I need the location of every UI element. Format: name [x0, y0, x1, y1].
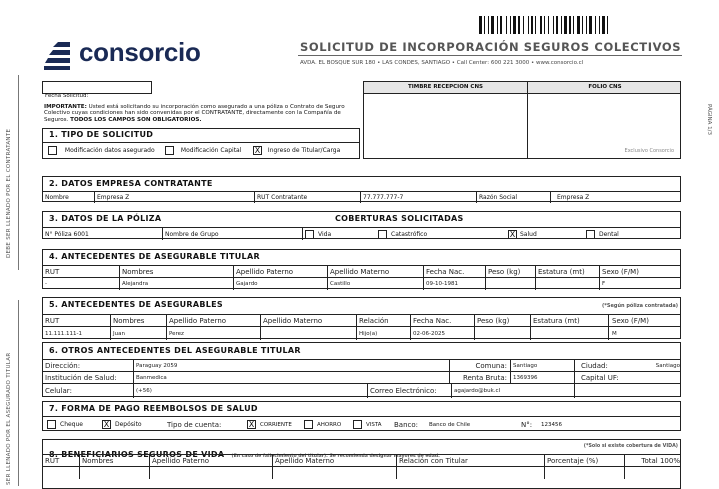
section-datos-empresa — [42, 176, 681, 202]
section-otros-antecedentes — [42, 342, 681, 397]
label-dental: Dental — [599, 230, 619, 238]
ciudad-value[interactable]: Santiago — [655, 363, 680, 369]
checkbox-salud[interactable]: X — [509, 229, 516, 239]
opt-modificacion-capital[interactable] — [165, 146, 241, 155]
label-catastrofico: Catastrófico — [391, 230, 428, 238]
exclusivo-consorcio: Exclusivo Consorcio — [624, 148, 674, 154]
titular-estatura[interactable] — [536, 278, 600, 290]
razon-social-value[interactable]: Empresa Z — [557, 194, 590, 201]
rut-contratante-value[interactable]: 77.777.777-7 — [361, 192, 477, 203]
header-fecha-nac: Fecha Nac. — [411, 315, 475, 327]
renta-bruta-label: Renta Bruta: — [450, 372, 511, 384]
checkbox-vista[interactable] — [353, 420, 362, 429]
institucion-label: Institución de Salud: — [45, 374, 117, 382]
checkbox-deposito[interactable]: X — [103, 420, 110, 429]
side-label-asegurado: SER LLENADO POR EL ASEGURADO TITULAR — [6, 352, 12, 485]
nombre-value[interactable]: Empresa Z — [95, 192, 255, 203]
asegurable-rut[interactable]: 11.111.111-1 — [43, 327, 111, 340]
header-fecha-nac: Fecha Nac. — [424, 266, 486, 278]
asegurable-sexo[interactable]: M — [612, 330, 617, 337]
checkbox-cheque[interactable] — [47, 420, 56, 429]
cobertura-vida[interactable] — [303, 228, 375, 240]
header-peso: Peso (kg) — [475, 315, 531, 327]
header-apellido-paterno: Apellido Paterno — [150, 455, 273, 467]
checkbox-ingreso-titular[interactable]: X — [254, 146, 261, 155]
section-datos-poliza — [42, 211, 681, 239]
label-deposito: Depósito — [115, 421, 142, 428]
side-label-contratante: DEBE SER LLENADO POR EL CONTRATANTE — [6, 128, 12, 258]
banco-value[interactable]: Banco de Chile — [429, 421, 471, 428]
titular-peso[interactable] — [486, 278, 536, 290]
header-rut: RUT — [43, 266, 120, 278]
section-8-title: 8. BENEFICIARIOS SEGUROS DE VIDA — [49, 450, 225, 459]
section-5-title: 5. ANTECEDENTES DE ASEGURABLES — [49, 300, 223, 309]
ciudad-label: Ciudad: — [581, 362, 608, 370]
section-forma-pago — [42, 401, 681, 431]
cobertura-catastrofico[interactable] — [376, 228, 504, 240]
header-rut: RUT — [43, 455, 80, 467]
header-apellido-materno: Apellido Materno — [273, 455, 397, 467]
coberturas-title: COBERTURAS SOLICITADAS — [335, 214, 464, 223]
titular-apellido-paterno[interactable]: Gajardo — [234, 278, 328, 290]
cobertura-salud[interactable] — [506, 228, 584, 240]
important-notice — [44, 104, 360, 123]
razon-social-label: Razón Social — [477, 192, 551, 203]
section-7-title: 7. FORMA DE PAGO REEMBOLSOS DE SALUD — [49, 404, 258, 413]
header-nombres: Nombres — [120, 266, 234, 278]
beneficiario-total-cell[interactable] — [625, 467, 682, 479]
titular-apellido-materno[interactable]: Castillo — [328, 278, 424, 290]
important-bold: TODOS LOS CAMPOS SON OBLIGATORIOS. — [70, 116, 202, 123]
beneficiario-porcentaje-cell[interactable] — [545, 467, 625, 479]
banco-label: Banco: — [394, 420, 419, 429]
comuna-label: Comuna: — [450, 360, 511, 372]
header-rut: RUT — [43, 315, 111, 327]
checkbox-catastrofico[interactable] — [378, 230, 387, 239]
pago-options-row — [43, 417, 682, 432]
folio-header: FOLIO CNS — [588, 84, 622, 90]
section-asegurable-titular — [42, 249, 681, 289]
asegurable-peso[interactable] — [475, 327, 531, 340]
beneficiario-materno-cell[interactable] — [273, 467, 397, 479]
timbre-recepcion-box — [363, 81, 681, 159]
checkbox-modificacion-datos[interactable] — [48, 146, 57, 155]
important-lead: IMPORTANTE: — [44, 104, 87, 110]
section-asegurables — [42, 297, 681, 339]
header-apellido-paterno: Apellido Paterno — [167, 315, 261, 327]
beneficiario-rut-cell[interactable] — [43, 467, 80, 479]
direccion-label: Dirección: — [45, 362, 81, 370]
margin-line-lower — [18, 300, 19, 486]
page-number-label: PÁGINA 1/3 — [706, 104, 712, 135]
label-modificacion-datos: Modificación datos asegurado — [64, 147, 155, 154]
header-apellido-materno: Apellido Materno — [328, 266, 424, 278]
checkbox-modificacion-capital[interactable] — [165, 146, 174, 155]
celular-value[interactable]: (+56) — [133, 384, 368, 398]
section-8-subtitle: (En caso de fallecimiento del titular). Se recomienda designar mayores de edad. — [231, 454, 440, 459]
header-estatura: Estatura (mt) — [536, 266, 600, 278]
section-tipo-solicitud — [42, 128, 360, 159]
titular-fecha-nac[interactable]: 09-10-1981 — [424, 278, 486, 290]
label-cheque: Cheque — [60, 421, 83, 428]
label-vista: VISTA — [366, 421, 382, 428]
opt-ingreso-titular[interactable] — [253, 146, 340, 155]
rut-contratante-label: RUT Contratante — [255, 192, 361, 203]
nombre-label: Nombre — [43, 192, 95, 203]
renta-bruta-value[interactable]: 1369396 — [511, 372, 575, 384]
nombre-grupo-label[interactable]: Nombre de Grupo — [163, 228, 303, 240]
titular-rut[interactable]: - — [43, 278, 120, 290]
celular-label: Celular: — [45, 387, 72, 395]
numero-cuenta-value[interactable]: 123456 — [541, 421, 562, 428]
company-address: AVDA. EL BOSQUE SUR 180 • LAS CONDES, SANTIAGO • Call Center: 600 221 3000 • www.consorcio.cl — [300, 60, 584, 66]
logo-mark-icon — [44, 42, 70, 70]
opt-modificacion-datos[interactable] — [48, 146, 155, 155]
capital-uf-label: Capital UF: — [581, 374, 619, 382]
consorcio-logo — [44, 37, 204, 74]
header-relacion: Relación — [357, 315, 411, 327]
comuna-value[interactable]: Santiago — [511, 360, 575, 372]
checkbox-vida[interactable] — [305, 230, 314, 239]
label-salud: Salud — [520, 230, 537, 238]
label-modificacion-capital: Modificación Capital — [180, 147, 242, 154]
margin-line-upper — [18, 75, 19, 270]
header-nombres: Nombres — [80, 455, 150, 467]
header-porcentaje: Porcentaje (%) — [545, 455, 625, 467]
logo-text: consorcio — [79, 37, 201, 67]
header-estatura: Estatura (mt) — [531, 315, 609, 327]
form-title: SOLICITUD DE INCORPORACIÓN SEGUROS COLECTIVOS — [300, 40, 682, 54]
asegurable-relacion[interactable]: Hijo(a) — [357, 327, 411, 340]
label-ahorro: AHORRO — [317, 421, 342, 428]
timbre-header: TIMBRE RECEPCION CNS — [407, 84, 484, 90]
solo-vida-note: (*Solo si existe cobertura de VIDA) — [583, 444, 678, 449]
barcode — [479, 16, 681, 34]
poliza-number[interactable]: N° Póliza 6001 — [43, 228, 163, 240]
section-4-title: 4. ANTECEDENTES DE ASEGURABLE TITULAR — [49, 252, 260, 261]
cobertura-dental[interactable] — [584, 228, 682, 240]
correo-label: Correo Electrónico: — [370, 387, 437, 395]
header-nombres: Nombres — [111, 315, 167, 327]
header-total: Total 100% — [641, 457, 680, 465]
checkbox-ahorro[interactable] — [304, 420, 313, 429]
label-corriente: CORRIENTE — [260, 421, 292, 428]
institucion-value[interactable]: Banmedica — [133, 372, 450, 384]
numero-cuenta-label: N°: — [521, 420, 533, 429]
checkbox-corriente[interactable]: X — [248, 420, 255, 429]
header-sexo: Sexo (F/M) — [602, 268, 639, 276]
header-rule — [298, 55, 682, 56]
label-ingreso-titular: Ingreso de Titular/Carga — [267, 147, 341, 154]
header-apellido-paterno: Apellido Paterno — [234, 266, 328, 278]
fecha-solicitud-label: Fecha Solicitud: — [45, 93, 89, 99]
beneficiario-relacion-cell[interactable] — [397, 467, 545, 479]
titular-sexo[interactable]: F — [602, 281, 606, 287]
titular-nombres[interactable]: Alejandra — [120, 278, 234, 290]
asegurable-apellido-paterno[interactable]: Perez — [167, 327, 261, 340]
section-1-title: 1. TIPO DE SOLICITUD — [49, 130, 154, 139]
fecha-solicitud-field[interactable] — [42, 81, 152, 99]
header-peso: Peso (kg) — [486, 266, 536, 278]
header-apellido-materno: Apellido Materno — [261, 315, 357, 327]
segun-poliza-note: (*Según póliza contratada) — [602, 303, 678, 309]
label-vida: Vida — [318, 230, 332, 238]
beneficiario-paterno-cell[interactable] — [150, 467, 273, 479]
important-text: Usted está solicitando su incorporación como asegurado a una póliza o Contrato de Seguro Colectivo cuyas condiciones han sido convenidas por el CONTRATANTE, directamente con la Compañía de Seguros. — [44, 104, 345, 123]
header-sexo: Sexo (F/M) — [612, 317, 649, 325]
section-2-title: 2. DATOS EMPRESA CONTRATANTE — [49, 179, 213, 188]
section-3-title: 3. DATOS DE LA PÓLIZA — [49, 214, 162, 223]
asegurable-fecha-nac[interactable]: 02-06-2025 — [411, 327, 475, 340]
asegurable-nombres[interactable]: Juan — [111, 327, 167, 340]
header-relacion-titular: Relación con Titular — [397, 455, 545, 467]
correo-value[interactable]: agajardo@buk.cl — [451, 384, 575, 398]
direccion-value[interactable]: Paraguay 2059 — [133, 360, 450, 372]
section-6-title: 6. OTROS ANTECEDENTES DEL ASEGURABLE TITULAR — [49, 346, 301, 355]
tipo-cuenta-label: Tipo de cuenta: — [167, 420, 222, 429]
asegurable-apellido-materno[interactable] — [261, 327, 357, 340]
asegurable-estatura[interactable] — [531, 327, 609, 340]
beneficiario-nombres-cell[interactable] — [80, 467, 150, 479]
section-beneficiarios — [42, 439, 681, 489]
checkbox-dental[interactable] — [586, 230, 595, 239]
